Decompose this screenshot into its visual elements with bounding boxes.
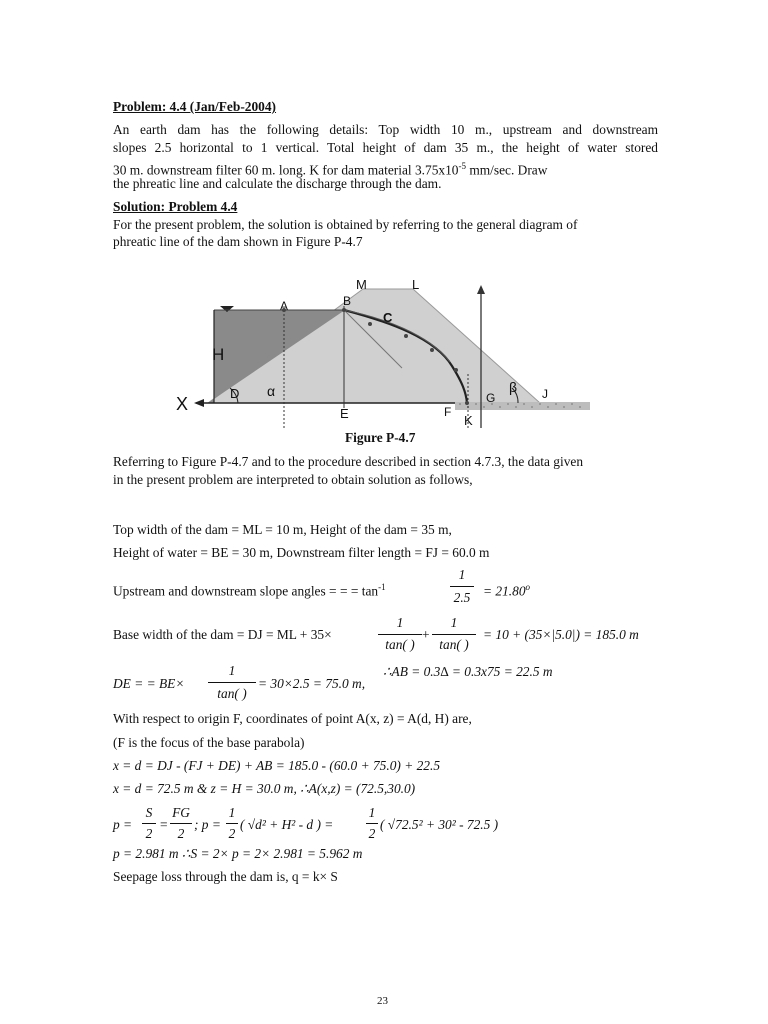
eq-p-equals: = (160, 817, 168, 832)
eq-water-height: Height of water = BE = 30 m, Downstream filter length = FJ = 60.0 m (113, 545, 490, 560)
problem-line-4: the phreatic line and calculate the discharge through the dam. (113, 176, 442, 191)
label-H: H (212, 345, 225, 364)
eq-p-s: S (145, 805, 153, 820)
eq-de-result: = 30×2.5 = 75.0 m, (258, 676, 366, 691)
figure-caption: Figure P-4.7 (345, 430, 416, 445)
eq-p-fg: FG (172, 805, 190, 820)
problem-line-2: slopes 2.5 horizontal to 1 vertical. Total height of dam 35 m., the height of water stored (113, 140, 658, 155)
downstream-filter (455, 402, 590, 410)
eq-coords-intro: With respect to origin F, coordinates of point A(x, z) = A(d, H) are, (113, 711, 472, 726)
eq-base-width: Base width of the dam = DJ = ML + 35× (113, 627, 332, 642)
eq-top-width: Top width of the dam = ML = 10 m, Height of the dam = 35 m, (113, 522, 452, 537)
label-J: J (542, 387, 548, 401)
frac-bar (142, 823, 156, 824)
eq-p-result: p = 2.981 m ∴S = 2× p = 2× 2.981 = 5.962 m (113, 846, 363, 861)
eq-de-num: 1 (228, 663, 236, 678)
frac-bar (378, 634, 422, 635)
eq-p-two2: 2 (177, 826, 185, 841)
eq-p-one: 1 (228, 805, 236, 820)
eq-p-semi: ; p = (194, 817, 221, 832)
eq-slope-angles: Upstream and downstream slope angles = = = $\tan^{-1}$ (113, 582, 386, 599)
label-A: A (280, 299, 289, 313)
frac-bar (366, 823, 378, 824)
problem-heading: Problem: 4.4 (Jan/Feb-2004) (113, 99, 277, 114)
eq-de: DE = = BE× (113, 676, 185, 691)
eq-base-den1: tan( ) (385, 637, 415, 652)
page-number: 23 (377, 995, 388, 1007)
eq-base-den2: tan( ) (439, 637, 469, 652)
label-K: K (464, 413, 473, 428)
solution-line-2: phreatic line of the dam shown in Figure P-4.7 (113, 234, 363, 249)
eq-x-calc: x = d = DJ - (FJ + DE) + AB = 185.0 - (60.0 + 75.0) + 22.5 (113, 758, 441, 773)
label-C: C (383, 310, 393, 325)
eq-ab: ∴AB = 0.3∆ = 0.3x75 = 22.5 m (383, 664, 553, 679)
eq-base-result: = 10 + (35×|5.0|) = 185.0 m (483, 627, 639, 642)
eq-p-one2: 1 (368, 805, 376, 820)
eq-seepage: Seepage loss through the dam is, q = k× S (113, 869, 338, 884)
label-E: E (340, 406, 349, 421)
frac-bar (170, 823, 192, 824)
frac-bar (226, 823, 238, 824)
label-alpha: α (267, 383, 276, 399)
label-L: L (412, 277, 420, 292)
frac-bar (432, 634, 476, 635)
eq-p-label: p = (113, 817, 133, 832)
eq-focus-note: (F is the focus of the base parabola) (113, 735, 305, 750)
label-G: G (486, 391, 496, 405)
eq-p-two3: 2 (228, 826, 236, 841)
solution-heading: Solution: Problem 4.4 (113, 199, 238, 214)
eq-p-root2: ( √72.5² + 30² - 72.5 ) (380, 817, 499, 832)
eq-base-num1: 1 (396, 615, 404, 630)
label-D: D (230, 386, 240, 401)
referring-line-2: in the present problem are interpreted to obtain solution as follows, (113, 472, 473, 487)
problem-line-3: 30 m. downstream filter 60 m. long. K for dam material $3.75x10^{-5}$ mm/sec. Draw (113, 161, 548, 178)
eq-p-two: 2 (145, 826, 153, 841)
eq-de-den: tan( ) (217, 686, 247, 701)
label-X: X (176, 394, 189, 414)
label-beta: β (509, 379, 518, 395)
eq-x-result: x = d = 72.5 m & z = H = 30.0 m, ∴A(x,z) = (72.5,30.0) (113, 781, 416, 796)
frac-bar (450, 586, 474, 587)
eq-base-num2: 1 (450, 615, 458, 630)
label-B: B (343, 294, 352, 308)
solution-line-1: For the present problem, the solution is obtained by referring to the general diagram of (113, 217, 578, 232)
eq-p-root: ( √d² + H² - d ) = (240, 817, 334, 832)
label-F: F (444, 405, 452, 419)
dam-figure (170, 270, 600, 430)
eq-slope-den: 2.5 (453, 590, 471, 605)
eq-base-plus: + (422, 627, 430, 642)
label-M: M (356, 277, 367, 292)
eq-p-two4: 2 (368, 826, 376, 841)
eq-slope-num: 1 (458, 567, 466, 582)
eq-slope-result: = $21.80^o$ (483, 582, 531, 599)
frac-bar (208, 682, 256, 683)
referring-line-1: Referring to Figure P-4.7 and to the procedure described in section 4.7.3, the data given (113, 454, 584, 469)
problem-line-1: An earth dam has the following details: Top width 10 m., upstream and downstream (113, 122, 658, 137)
